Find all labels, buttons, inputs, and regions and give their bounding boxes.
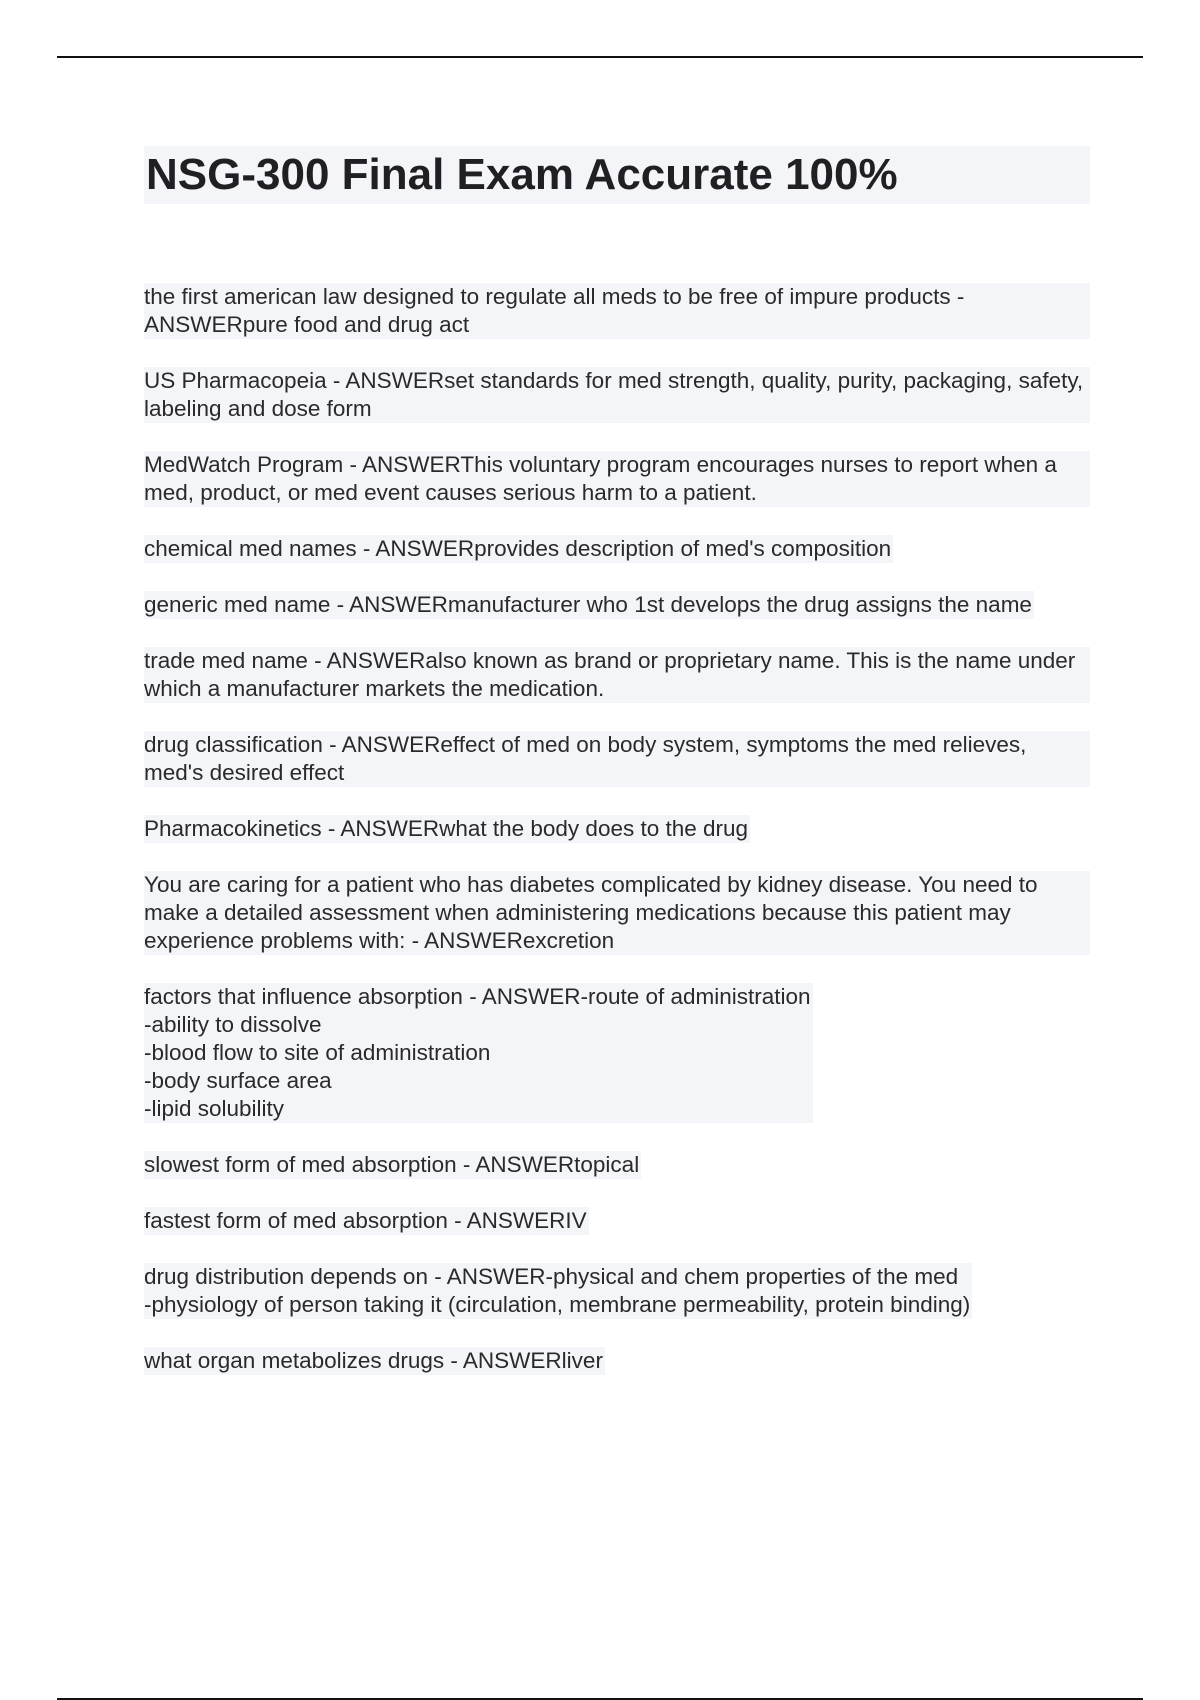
qa-text: You are caring for a patient who has diabetes complicated by kidney disease. You need to make a detailed assessment when administering medications because this patient may experience problems with: - ANSWERexcretion [144,871,1090,955]
qa-text: Pharmacokinetics - ANSWERwhat the body does to the drug [144,816,749,841]
qa-text: what organ metabolizes drugs - ANSWERliver [144,1348,603,1373]
qa-item [144,367,1090,423]
qa-item [144,283,1090,339]
qa-list [144,283,1090,1403]
qa-text: drug distribution depends on - ANSWER-physical and chem properties of the med -physiology of person taking it (circulation, membrane permeability, protein binding) [144,1264,971,1317]
qa-text: generic med name - ANSWERmanufacturer who 1st develops the drug assigns the name [144,592,1032,617]
qa-text: factors that influence absorption - ANSWER-route of administration -ability to dissolve -blood flow to site of administration -body surface area -lipid solubility [144,984,811,1121]
qa-item [144,451,1090,507]
qa-text: the first american law designed to regulate all meds to be free of impure products - ANSWERpure food and drug act [144,283,1090,339]
qa-item [144,1347,1090,1375]
qa-item [144,815,1090,843]
qa-text: fastest form of med absorption - ANSWERIV [144,1208,587,1233]
qa-text: trade med name - ANSWERalso known as brand or proprietary name. This is the name under which a manufacturer markets the medication. [144,647,1090,703]
qa-item [144,535,1090,563]
qa-text: MedWatch Program - ANSWERThis voluntary program encourages nurses to report when a med, product, or med event causes serious harm to a patient. [144,451,1090,507]
qa-text: slowest form of med absorption - ANSWERtopical [144,1152,640,1177]
qa-text: US Pharmacopeia - ANSWERset standards for med strength, quality, purity, packaging, safety, labeling and dose form [144,367,1090,423]
qa-text: drug classification - ANSWEReffect of med on body system, symptoms the med relieves, med's desired effect [144,731,1090,787]
qa-item [144,871,1090,955]
qa-item [144,731,1090,787]
qa-text: chemical med names - ANSWERprovides description of med's composition [144,536,892,561]
document-title: NSG-300 Final Exam Accurate 100% [144,146,1090,204]
qa-item [144,647,1090,703]
qa-item [144,1263,1090,1319]
qa-item [144,983,1090,1123]
qa-item [144,591,1090,619]
qa-item [144,1207,1090,1235]
top-rule [57,56,1143,58]
qa-item [144,1151,1090,1179]
